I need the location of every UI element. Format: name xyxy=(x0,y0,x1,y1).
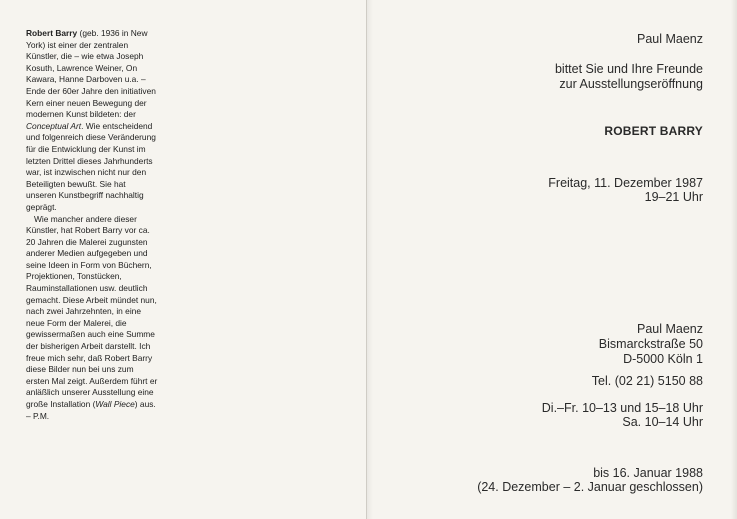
gallery-address xyxy=(599,322,703,367)
artist-title: ROBERT BARRY xyxy=(604,124,703,138)
statement-paragraph-1 xyxy=(26,28,158,214)
closed-line: (24. Dezember – 2. Januar geschlossen) xyxy=(477,480,703,494)
opening-date xyxy=(548,176,703,204)
opening-hours xyxy=(542,401,703,429)
street: Bismarckstraße 50 xyxy=(598,337,703,351)
term-wall-piece: Wall Piece xyxy=(95,399,135,409)
invite-line: bittet Sie und Ihre Freunde xyxy=(554,62,703,76)
exhibition-duration xyxy=(477,466,703,494)
city: D-5000 Köln 1 xyxy=(623,352,703,366)
gallery-name: Paul Maenz xyxy=(636,322,703,336)
statement-text: . Wie entscheidend und folgenreich diese Veränderung für die Entwicklung der Kunst im letzten Drittel dieses Jahrhunderts war, ist inzwischen nicht nur den Beteiligten bewußt. Sie hat unseren Kunstbegriff nachhaltig geprägt. xyxy=(26,120,156,212)
phone: Tel. (02 21) 5150 88 xyxy=(591,374,703,388)
statement-text: Wie mancher andere dieser Künstler, hat Robert Barry vor ca. 20 Jahren die Malerei zugunsten anderer Medien aufgegeben und seine Ideen in Form von Büchern, Projektionen, Tonstücken, Rauminstallationen usw. deutlich gemacht. Diese Arbeit mündet nun, nach zwei Jahrzehnten, in eine neue Form der Malerei, die gewissermaßen auch eine Summe der bisherigen Arbeit darstellt. Ich freue mich sehr, daß Robert Barry diese Bilder nun bei uns zum ersten Mal zeigt. Außerdem führt er anläßlich unserer Ausstellung eine große Installation ( xyxy=(26,213,158,409)
card-edge xyxy=(731,0,737,519)
invite-line: zur Ausstellungseröffnung xyxy=(559,77,703,91)
term-conceptual-art: Conceptual Art xyxy=(26,120,82,131)
artist-statement xyxy=(26,28,158,422)
signature: – P.M. xyxy=(26,410,50,421)
invitation-text xyxy=(555,62,703,92)
host-name: Paul Maenz xyxy=(636,32,703,46)
statement-paragraph-2 xyxy=(26,214,158,411)
statement-text: (geb. 1936 in New York) ist einer der zentralen Künstler, die – wie etwa Joseph Kosuth, Lawrence Weiner, On Kawara, Hanne Darboven u.a. – Ende der 60er Jahre den initiativen Kern einer neuen Bewegung der modernen Kunst bildeten: der xyxy=(26,28,156,120)
hours-line: Sa. 10–14 Uhr xyxy=(622,415,703,429)
time-line: 19–21 Uhr xyxy=(644,190,703,204)
hours-line: Di.–Fr. 10–13 und 15–18 Uhr xyxy=(541,401,703,415)
date-line: Freitag, 11. Dezember 1987 xyxy=(548,176,703,190)
fold-shadow xyxy=(367,0,373,519)
artist-name-bold: Robert Barry xyxy=(26,28,78,38)
statement-text: ) aus. xyxy=(134,399,156,409)
until-line: bis 16. Januar 1988 xyxy=(593,466,703,480)
